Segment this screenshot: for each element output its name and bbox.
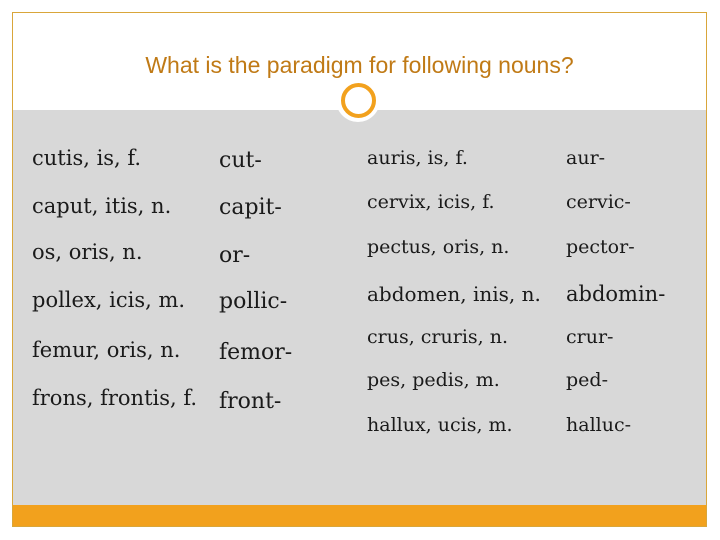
right-noun-1: auris, is, f. [367, 147, 468, 169]
right-stem-4: abdomin- [566, 282, 666, 306]
left-noun-4: pollex, icis, m. [32, 288, 186, 312]
right-noun-2: cervix, icis, f. [367, 191, 495, 213]
slide-title: What is the paradigm for following nouns? [145, 52, 574, 78]
right-noun-4: abdomen, inis, n. [367, 282, 541, 306]
right-stem-7: halluc- [566, 414, 632, 436]
left-noun-6: frons, frontis, f. [32, 386, 198, 410]
right-stem-5: crur- [566, 326, 614, 348]
right-stem-3: pector- [566, 236, 635, 258]
left-stem-2: capit- [219, 195, 282, 220]
left-noun-1: cutis, is, f. [32, 146, 142, 170]
right-noun-7: hallux, ucis, m. [367, 414, 513, 436]
left-stem-5: femor- [219, 340, 293, 365]
left-noun-5: femur, oris, n. [32, 338, 181, 362]
right-stem-2: cervic- [566, 191, 631, 213]
left-noun-2: caput, itis, n. [32, 194, 172, 218]
left-stem-3: or- [219, 243, 251, 268]
left-stem-1: cut- [219, 148, 262, 173]
left-stem-4: pollic- [219, 289, 288, 314]
right-noun-6: pes, pedis, m. [367, 369, 500, 391]
right-stem-1: aur- [566, 147, 606, 169]
left-stem-6: front- [219, 389, 282, 414]
ring-icon [341, 83, 376, 118]
right-stem-6: ped- [566, 369, 608, 391]
left-noun-3: os, oris, n. [32, 240, 143, 264]
right-noun-5: crus, cruris, n. [367, 326, 509, 348]
right-noun-3: pectus, oris, n. [367, 236, 510, 258]
footer-bar [13, 505, 706, 526]
